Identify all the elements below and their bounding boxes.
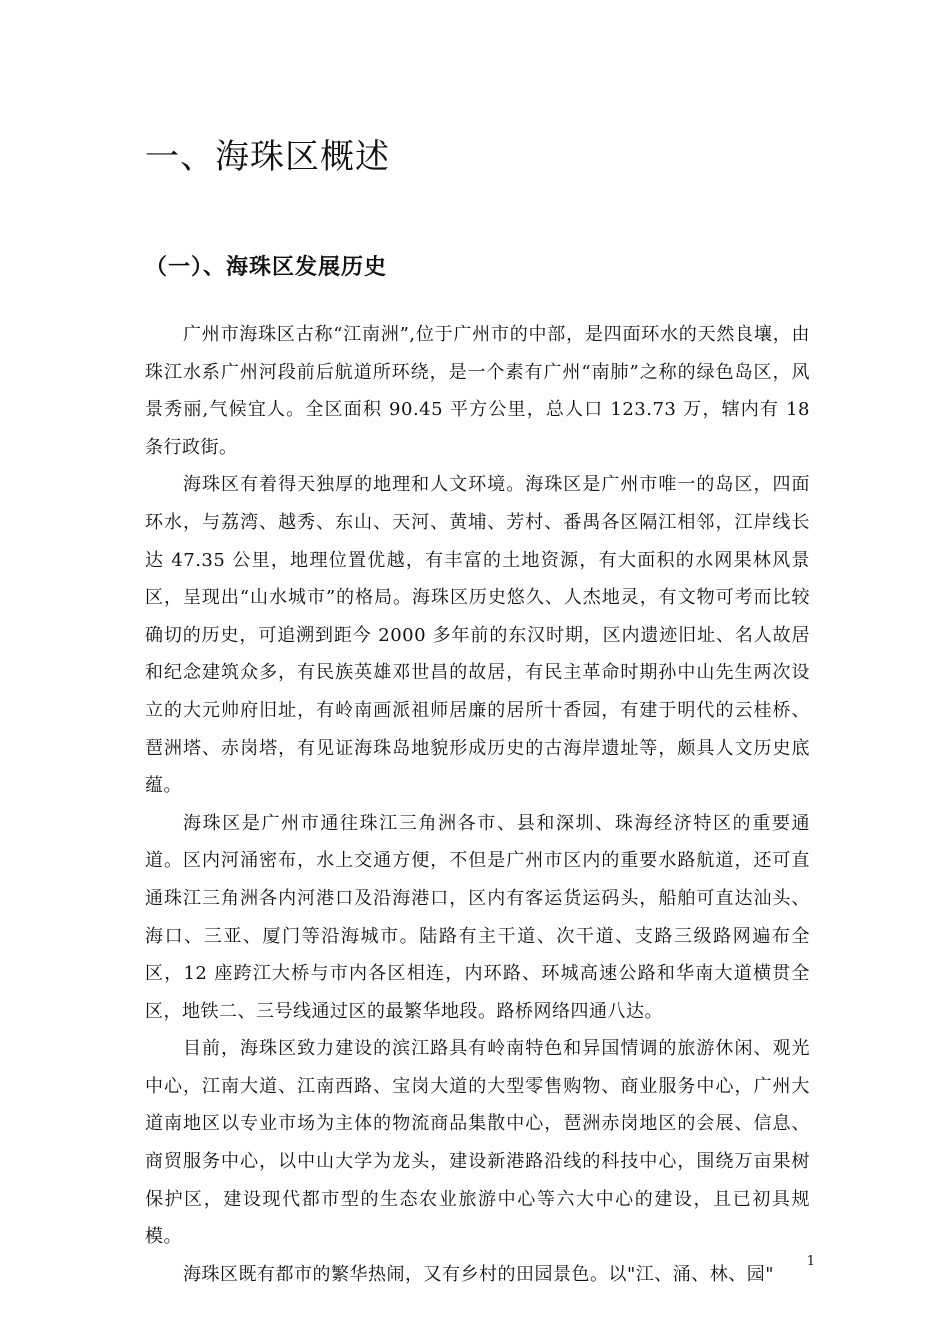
body-text bbox=[145, 316, 810, 1293]
paragraph: 广州市海珠区古称“江南洲”,位于广州市的中部，是四面环水的天然良壤，由珠江水系广州河段前后航道所环绕，是一个素有广州“南肺”之称的绿色岛区，风景秀丽,气候宜人。全区面积 90.45 平方公里，总人口 123.73 万，辖内有 18 条行政街。 bbox=[145, 324, 810, 458]
page-number: 1 bbox=[806, 1254, 815, 1269]
section-title: （一）、海珠区发展历史 bbox=[145, 255, 388, 280]
paragraph: 海珠区既有都市的繁华热闹，又有乡村的田园景色。以"江、涌、林、园" bbox=[183, 1263, 775, 1285]
paragraph: 目前，海珠区致力建设的滨江路具有岭南特色和异国情调的旅游休闲、观光中心，江南大道、江南西路、宝岗大道的大型零售购物、商业服务中心，广州大道南地区以专业市场为主体的物流商品集散中心，琶洲赤岗地区的会展、信息、商贸服务中心，以中山大学为龙头，建设新港路沿线的科技中心，围绕万亩果树保护区，建设现代都市型的生态农业旅游中心等六大中心的建设，且已初具规模。 bbox=[145, 1038, 810, 1248]
chapter-title: 一、海珠区概述 bbox=[145, 137, 390, 177]
paragraph: 海珠区是广州市通往珠江三角洲各市、县和深圳、珠海经济特区的重要通道。区内河涌密布，水上交通方便，不但是广州市区内的重要水路航道，还可直通珠江三角洲各内河港口及沿海港口，区内有客运货运码头，船舶可直达汕头、海口、三亚、厦门等沿海城市。陆路有主干道、次干道、支路三级路网遍布全区，12 座跨江大桥与市内各区相连，内环路、环城高速公路和华南大道横贯全区，地铁二、三号线通过区的最繁华地段。路桥网络四通八达。 bbox=[145, 812, 810, 1022]
paragraph: 海珠区有着得天独厚的地理和人文环境。海珠区是广州市唯一的岛区，四面环水，与荔湾、越秀、东山、天河、黄埔、芳村、番禺各区隔江相邻，江岸线长达 47.35 公里，地理位置优越，有丰富的土地资源，有大面积的水网果林风景区，呈现出“山水城市”的格局。海珠区历史悠久、人杰地灵，有文物可考而比较确切的历史，可追溯到距今 2000 多年前的东汉时期，区内遗迹旧址、名人故居和纪念建筑众多，有民族英雄邓世昌的故居，有民主革命时期孙中山先生两次设立的大元帅府旧址，有岭南画派祖师居廉的居所十香园，有建于明代的云桂桥、琶洲塔、赤岗塔，有见证海珠岛地貌形成历史的古海岸遗址等，颇具人文历史底蕴。 bbox=[145, 474, 810, 797]
